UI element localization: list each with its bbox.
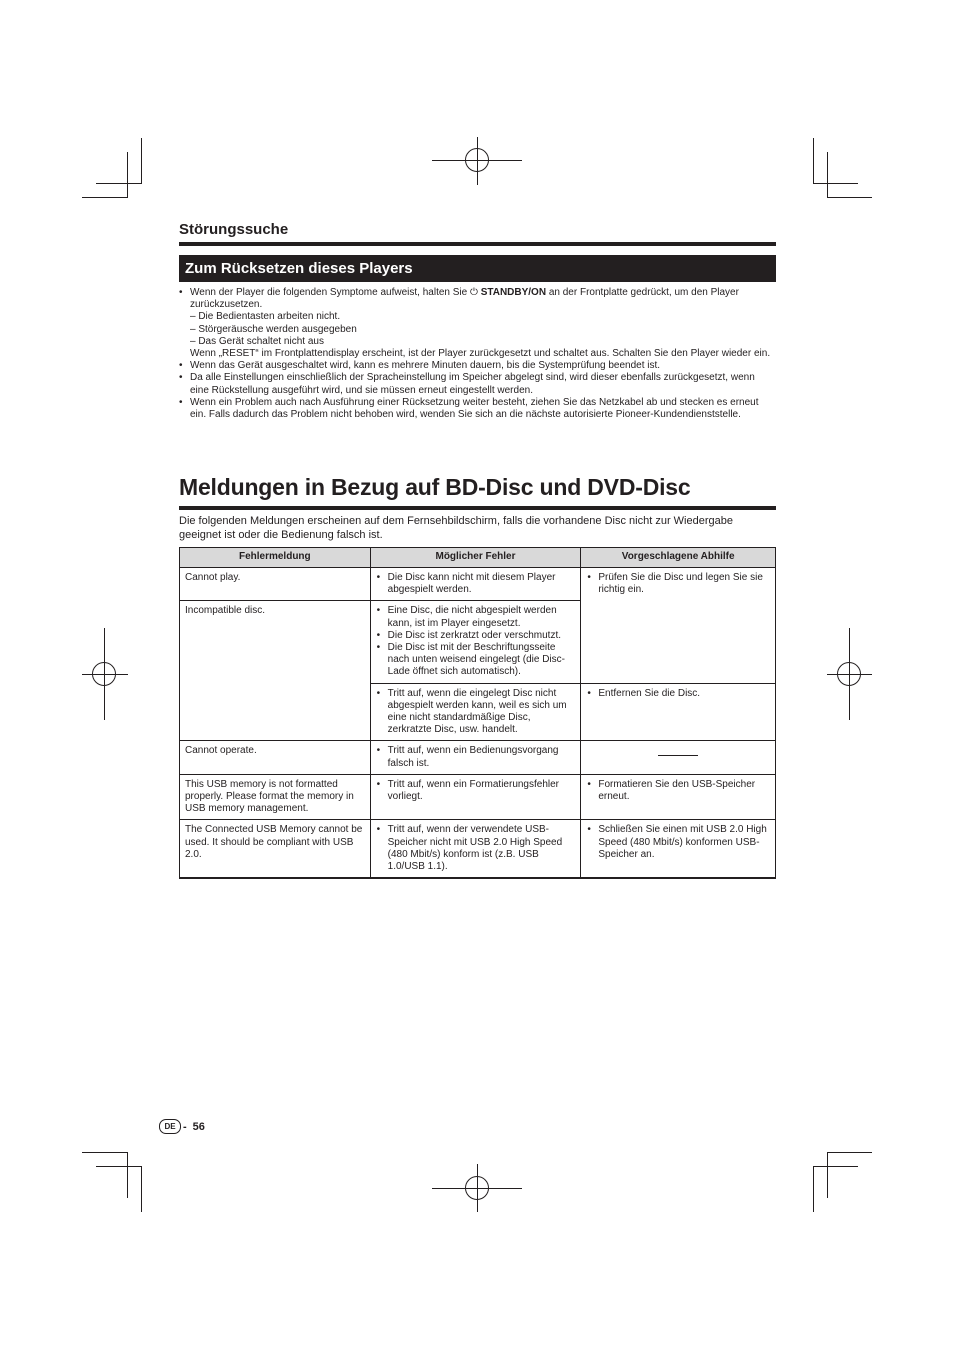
crop-mark: [141, 138, 142, 184]
remedy-cell: [581, 568, 776, 684]
column-header: Möglicher Fehler: [370, 548, 581, 568]
reset-note: Wenn „RESET“ im Frontplattendisplay erscheint, ist der Player zurückgesetzt und schaltet aus. Schalten Sie den Player wieder ein.: [190, 348, 771, 360]
message-cell: This USB memory is not formatted properly. Please format the memory in USB memory management.: [180, 774, 371, 820]
crop-mark: [827, 1152, 828, 1198]
error-cell: [370, 820, 581, 878]
footer-separator: -: [183, 1120, 187, 1133]
list-item: • Wenn ein Problem auch nach Ausführung einer Rücksetzung weiter besteht, ziehen Sie das Netzkabel ab und stecken es erneut ein. Falls dadurch das Problem nicht behoben wird, wenden Sie sich an die nächste autorisierte Pioneer-Kundendienststelle.: [179, 397, 776, 421]
error-cell: [370, 774, 581, 820]
reset-instructions: [179, 287, 776, 421]
list-item: • Wenn das Gerät ausgeschaltet wird, kann es mehrere Minuten dauern, bis die Systemprüfung beendet ist.: [179, 360, 776, 372]
crop-mark: [813, 138, 814, 184]
list-item: • Tritt auf, wenn ein Bedienungsvorgang falsch ist.: [376, 745, 576, 769]
registration-circle: [92, 662, 116, 686]
standby-button-label: STANDBY/ON: [480, 287, 547, 298]
crop-mark: [813, 1166, 858, 1167]
list-item: • Die Disc ist mit der Beschriftungsseite nach unten weisend eingelegt (die Disc-Lade öffnet sich automatisch).: [376, 642, 576, 679]
column-header: Fehlermeldung: [180, 548, 371, 568]
crop-mark: [827, 152, 828, 197]
remedy-cell: [581, 683, 776, 741]
registration-circle: [837, 662, 861, 686]
section-title: Störungssuche: [179, 221, 289, 238]
registration-circle: [465, 148, 489, 172]
list-item: • Prüfen Sie die Disc und legen Sie sie richtig ein.: [586, 572, 770, 596]
title-rule: [179, 506, 776, 510]
messages-table: [179, 547, 776, 879]
list-item: [179, 287, 776, 360]
crop-mark: [127, 152, 128, 197]
message-cell: The Connected USB Memory cannot be used. It should be compliant with USB 2.0.: [180, 820, 371, 878]
registration-circle: [465, 1176, 489, 1200]
page-number: 56: [192, 1120, 205, 1133]
list-item: • Formatieren Sie den USB-Speicher erneut.: [586, 779, 770, 803]
message-cell: Incompatible disc.: [180, 601, 371, 741]
remedy-cell: [581, 774, 776, 820]
no-remedy-dash: [658, 755, 698, 756]
power-icon: ⏻: [469, 287, 478, 298]
crop-mark: [813, 1166, 814, 1212]
text: an der Frontplatte gedrückt, um den Player zurückzusetzen.: [190, 287, 739, 311]
crop-mark: [827, 1152, 872, 1153]
list-item: • Schließen Sie einen mit USB 2.0 High Speed (480 Mbit/s) konformen USB-Speicher an.: [586, 824, 770, 861]
list-item: • Da alle Einstellungen einschließlich der Spracheinstellung im Speicher abgelegt sind, wird dieser ebenfalls zurückgesetzt, wenn eine Rückstellung ausgeführt wird, und sie müssen erneut eingestellt werden.: [179, 372, 776, 396]
error-cell: [370, 601, 581, 683]
error-cell: [370, 683, 581, 741]
column-header: Vorgeschlagene Abhilfe: [581, 548, 776, 568]
symptom-item: – Das Gerät schaltet nicht aus: [190, 335, 324, 347]
table-row: [180, 820, 776, 878]
symptom-item: – Störgeräusche werden ausgegeben: [190, 323, 357, 335]
table-row: [180, 774, 776, 820]
crop-mark: [127, 1152, 128, 1198]
table-row: [180, 741, 776, 774]
table-row: [180, 568, 776, 601]
message-cell: Cannot play.: [180, 568, 371, 601]
crop-mark: [82, 197, 128, 198]
page-title: Meldungen in Bezug auf BD-Disc und DVD-Disc: [179, 474, 691, 500]
crop-mark: [82, 1152, 128, 1153]
crop-mark: [827, 197, 872, 198]
text: Wenn der Player die folgenden Symptome aufweist, halten Sie: [190, 287, 468, 298]
crop-mark: [141, 1166, 142, 1212]
message-cell: Cannot operate.: [180, 741, 371, 774]
list-item: • Eine Disc, die nicht abgespielt werden kann, ist im Player eingesetzt.: [376, 605, 576, 629]
error-cell: [370, 568, 581, 601]
list-item: • Die Disc ist zerkratzt oder verschmutzt.: [376, 630, 576, 642]
language-badge-icon: DE: [159, 1119, 181, 1134]
page-footer: [159, 1119, 205, 1134]
remedy-cell: [581, 820, 776, 878]
list-item: • Die Disc kann nicht mit diesem Player abgespielt werden.: [376, 572, 576, 596]
list-item: • Tritt auf, wenn ein Formatierungsfehler vorliegt.: [376, 779, 576, 803]
crop-mark: [96, 1166, 142, 1167]
table-header-row: [180, 548, 776, 568]
crop-mark: [813, 183, 858, 184]
list-item: • Tritt auf, wenn der verwendete USB-Speicher nicht mit USB 2.0 High Speed (480 Mbit/s) konform ist (z.B. USB 1.0/USB 1.1).: [376, 824, 576, 873]
list-item: • Tritt auf, wenn die eingelegt Disc nicht abgespielt werden kann, weil es sich um eine nicht standardmäßige Disc, zerkratzte Disc, usw. handelt.: [376, 688, 576, 737]
section-rule: [179, 242, 776, 246]
reset-heading: Zum Rücksetzen dieses Players: [179, 255, 776, 282]
crop-mark: [96, 183, 142, 184]
intro-text: Die folgenden Meldungen erscheinen auf dem Fernsehbildschirm, falls die vorhandene Disc nicht zur Wiedergabe geeignet ist oder die Bedienung falsch ist.: [179, 515, 733, 541]
remedy-cell: [581, 741, 776, 774]
list-item: • Entfernen Sie die Disc.: [586, 688, 770, 700]
symptom-item: – Die Bedientasten arbeiten nicht.: [190, 311, 341, 323]
error-cell: [370, 741, 581, 774]
